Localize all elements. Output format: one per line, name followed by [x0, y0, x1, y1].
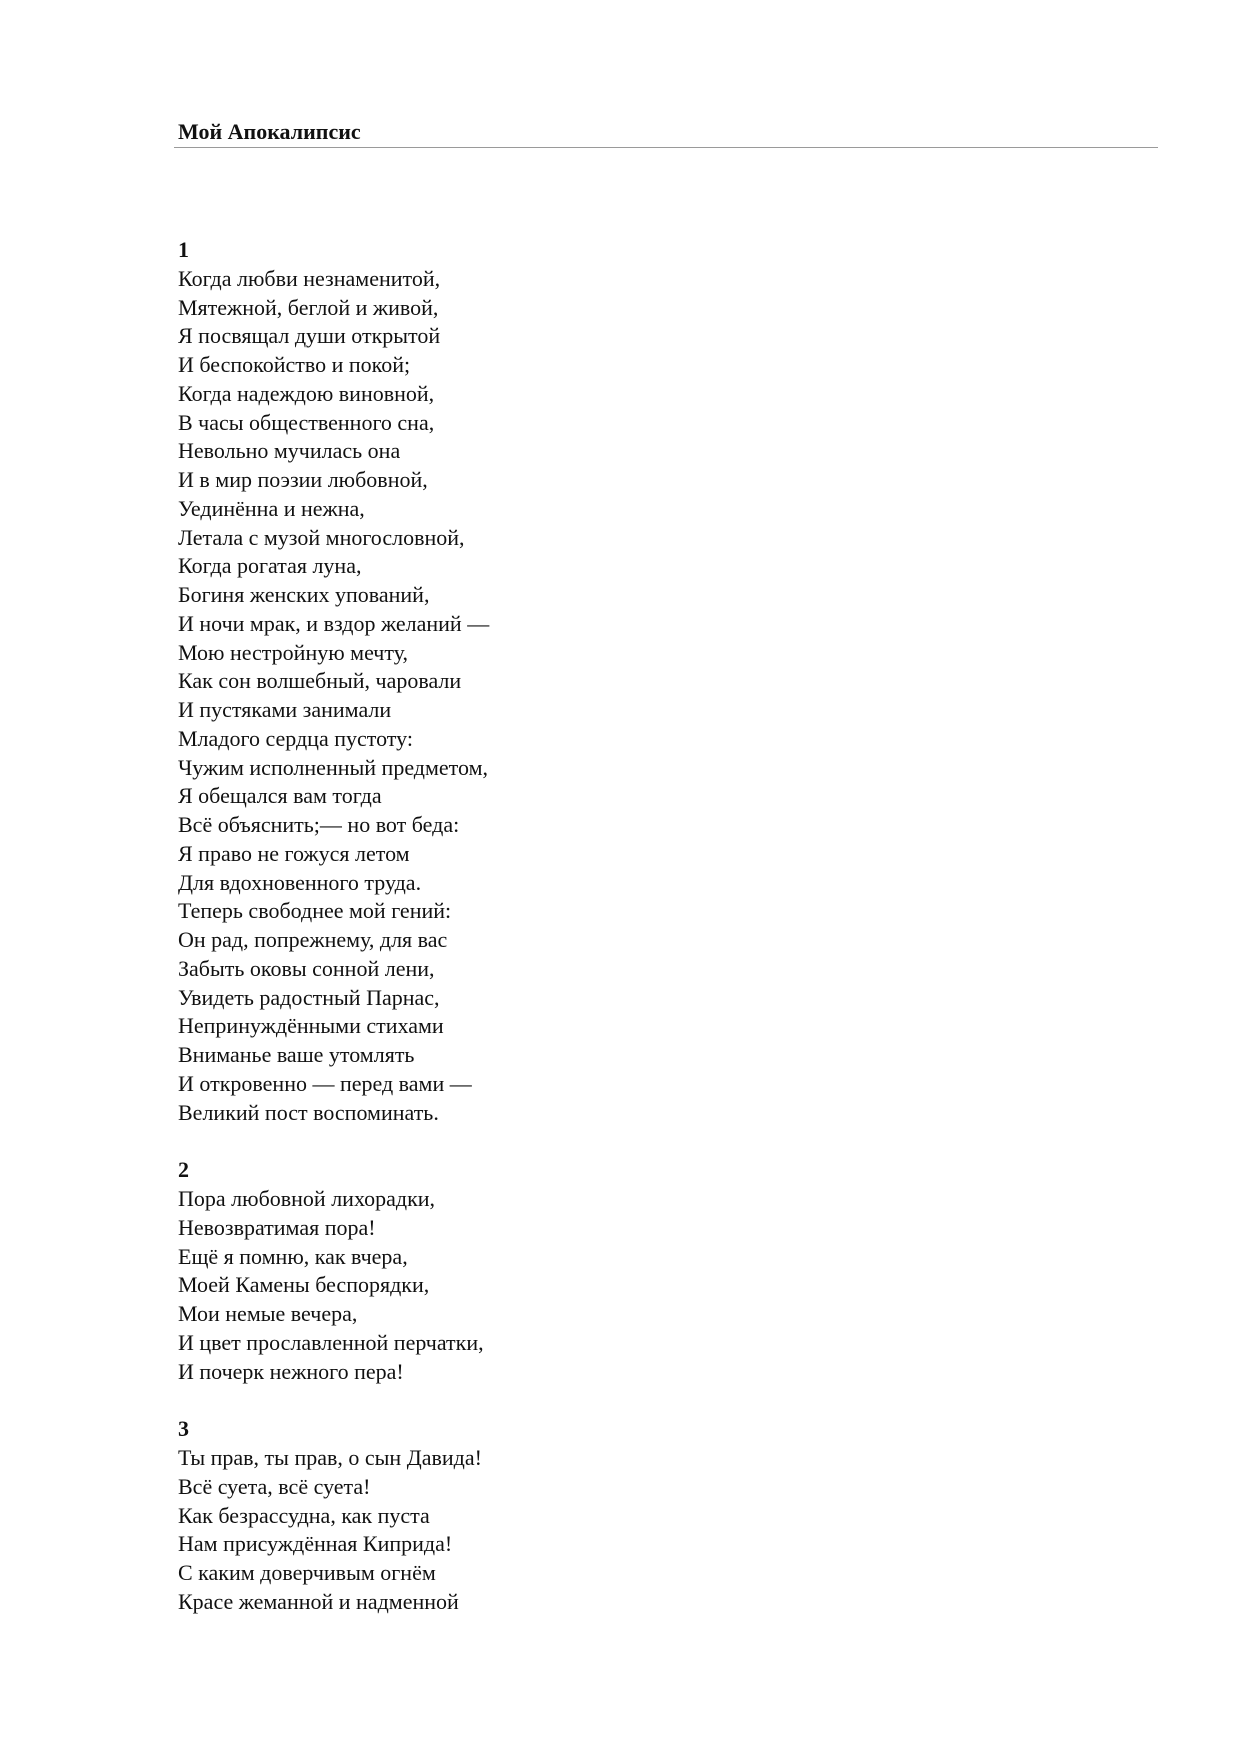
- poem-line: И ночи мрак, и вздор желаний —: [178, 610, 490, 636]
- poem-line: Увидеть радостный Парнас,: [178, 984, 440, 1010]
- poem-line: Теперь свободнее мой гений:: [178, 898, 452, 924]
- poem-line: Всё объяснить;— но вот беда:: [178, 812, 460, 837]
- poem-line: Я обещался вам тогда: [178, 783, 382, 809]
- poem-line: Великий пост воспоминать.: [178, 1099, 439, 1125]
- stanza-1: [178, 236, 878, 1127]
- stanza-number: 2: [178, 1157, 189, 1183]
- poem-line: Младого сердца пустоту:: [178, 725, 413, 751]
- poem-line: Для вдохновенного труда.: [178, 869, 422, 895]
- poem-line: И в мир поэзии любовной,: [178, 467, 428, 492]
- poem-line: С каким доверчивым огнём: [178, 1560, 436, 1585]
- poem-line: Я посвящал души открытой: [178, 323, 441, 349]
- poem-line: Невозвратимая пора!: [178, 1214, 376, 1240]
- poem-line: И цвет прославленной перчатки,: [178, 1329, 484, 1355]
- poem-line: Нам присуждённая Киприда!: [178, 1531, 453, 1557]
- poem-line: В часы общественного сна,: [178, 409, 435, 435]
- poem-line: Всё суета, всё суета!: [178, 1473, 371, 1499]
- poem-line: Мою нестройную мечту,: [178, 639, 408, 665]
- poem-line: И почерк нежного пера!: [178, 1358, 404, 1384]
- poem-line: Пора любовной лихорадки,: [178, 1186, 436, 1211]
- poem-line: Как безрассудна, как пуста: [178, 1502, 430, 1528]
- poem-line: Когда надеждою виновной,: [178, 380, 435, 406]
- header-divider: [174, 147, 1158, 148]
- poem-line: Непринуждёнными стихами: [178, 1013, 444, 1039]
- poem-line: Чужим исполненный предметом,: [178, 754, 488, 780]
- poem-line: Забыть оковы сонной лени,: [178, 955, 435, 981]
- page-header: [178, 118, 1158, 146]
- poem-line: Красе жеманной и надменной: [178, 1588, 459, 1614]
- poem-line: И пустяками занимали: [178, 697, 392, 722]
- poem-line: И откровенно — перед вами —: [178, 1070, 472, 1096]
- document-title: Мой Апокалипсис: [178, 119, 361, 144]
- poem-line: И беспокойство и покой;: [178, 352, 411, 377]
- poem-line: Ты прав, ты прав, о сын Давида!: [178, 1445, 482, 1470]
- poem-line: Как сон волшебный, чаровали: [178, 668, 462, 694]
- poem-line: Вниманье ваше утомлять: [178, 1042, 415, 1067]
- poem-line: Ещё я помню, как вчера,: [178, 1243, 408, 1269]
- stanza-3: [178, 1415, 878, 1616]
- poem-line: Когда рогатая луна,: [178, 553, 362, 579]
- poem-line: Моей Камены беспорядки,: [178, 1272, 430, 1298]
- poem-body: [178, 236, 878, 1646]
- poem-line: Он рад, попрежнему, для вас: [178, 927, 448, 952]
- stanza-number: 3: [178, 1416, 189, 1442]
- stanza-number: 1: [178, 237, 189, 262]
- poem-line: Летала с музой многословной,: [178, 524, 465, 550]
- stanza-2: [178, 1156, 878, 1386]
- poem-line: Невольно мучилась она: [178, 438, 401, 464]
- poem-line: Уединённа и нежна,: [178, 495, 365, 521]
- poem-line: Когда любви незнаменитой,: [178, 265, 441, 291]
- poem-line: Я право не гожуся летом: [178, 840, 410, 866]
- poem-line: Мятежной, беглой и живой,: [178, 294, 439, 320]
- poem-line: Мои немые вечера,: [178, 1301, 358, 1326]
- poem-line: Богиня женских упований,: [178, 582, 430, 607]
